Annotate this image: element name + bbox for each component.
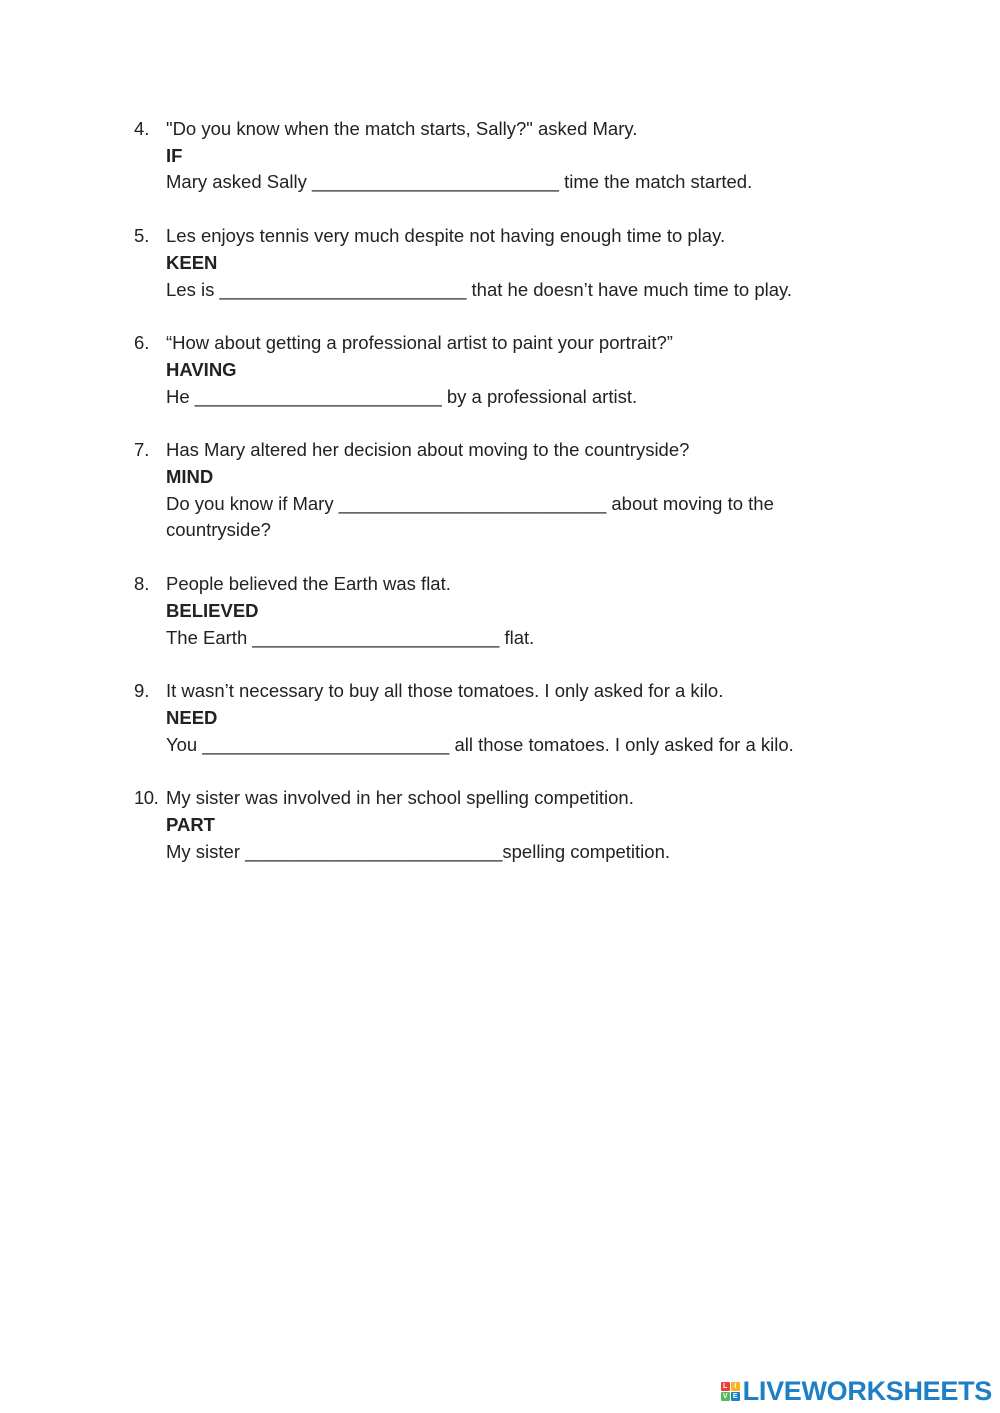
- answer-line: [166, 169, 894, 196]
- answer-blank[interactable]: _________________________: [245, 840, 503, 862]
- answer-after: by a professional artist.: [446, 385, 638, 407]
- question-number: 6.: [134, 332, 150, 354]
- question-prompt: It wasn’t necessary to buy all those tomatoes. I only asked for a kilo.: [166, 680, 724, 702]
- question-number: 8.: [134, 573, 150, 595]
- question-keyword: KEEN: [166, 251, 218, 273]
- question-number: 4.: [134, 118, 150, 139]
- answer-blank[interactable]: ________________________: [252, 626, 500, 648]
- question-prompt: Has Mary altered her decision about moving to the countryside?: [166, 439, 690, 461]
- question-number: 5.: [134, 225, 150, 247]
- question-9: [134, 678, 894, 758]
- question-prompt: People believed the Earth was flat.: [166, 573, 451, 595]
- logo-tile: I: [731, 1382, 740, 1391]
- question-6: [134, 330, 894, 410]
- answer-blank[interactable]: ________________________: [202, 733, 450, 755]
- answer-blank[interactable]: ________________________: [312, 171, 559, 193]
- logo-tile: E: [731, 1392, 740, 1401]
- answer-before: Do you know if Mary: [166, 492, 334, 514]
- answer-line: [166, 491, 846, 544]
- question-prompt: My sister was involved in her school spelling competition.: [166, 787, 634, 809]
- answer-before: He: [166, 385, 190, 407]
- answer-before: Les is: [166, 278, 215, 300]
- question-prompt: Les enjoys tennis very much despite not having enough time to play.: [166, 225, 726, 247]
- liveworksheets-logo: [721, 1376, 992, 1407]
- question-keyword: PART: [166, 814, 215, 836]
- question-keyword: MIND: [166, 466, 214, 488]
- answer-before: Mary asked Sally: [166, 171, 307, 193]
- question-7: [134, 437, 894, 544]
- answer-line: [166, 625, 894, 652]
- answer-before: The Earth: [166, 626, 248, 648]
- answer-line: [166, 277, 894, 304]
- answer-after: all those tomatoes. I only asked for a kilo.: [454, 733, 794, 755]
- question-keyword: HAVING: [166, 358, 237, 380]
- answer-line: [166, 384, 894, 411]
- liveworksheets-logo-text: LIVEWORKSHEETS: [742, 1376, 992, 1406]
- question-number: 7.: [134, 439, 150, 461]
- answer-line: [166, 839, 894, 866]
- answer-after: about moving to the countryside?: [166, 492, 774, 541]
- question-4: [134, 116, 894, 196]
- question-keyword: BELIEVED: [166, 599, 259, 621]
- answer-line: [166, 732, 894, 759]
- answer-after: flat.: [504, 626, 535, 648]
- question-number: 9.: [134, 680, 150, 702]
- answer-after: time the match started.: [564, 171, 753, 193]
- logo-tile: V: [721, 1392, 730, 1401]
- question-5: [134, 223, 894, 303]
- logo-tile: L: [721, 1382, 730, 1391]
- answer-before: You: [166, 733, 198, 755]
- question-8: [134, 571, 894, 651]
- answer-after: that he doesn’t have much time to play.: [471, 278, 793, 300]
- question-keyword: NEED: [166, 706, 218, 728]
- answer-blank[interactable]: ________________________: [219, 278, 467, 300]
- question-number: 10.: [134, 787, 159, 809]
- question-keyword: IF: [166, 144, 183, 166]
- question-10: [134, 785, 894, 865]
- answer-after: spelling competition.: [502, 840, 670, 862]
- question-prompt: “How about getting a professional artist to paint your portrait?”: [166, 332, 673, 354]
- answer-blank[interactable]: __________________________: [338, 492, 607, 514]
- question-prompt: "Do you know when the match starts, Sally?" asked Mary.: [166, 118, 638, 139]
- answer-before: My sister: [166, 840, 240, 862]
- question-list: [134, 116, 894, 892]
- liveworksheets-logo-icon: [721, 1382, 740, 1401]
- answer-blank[interactable]: ________________________: [194, 385, 442, 407]
